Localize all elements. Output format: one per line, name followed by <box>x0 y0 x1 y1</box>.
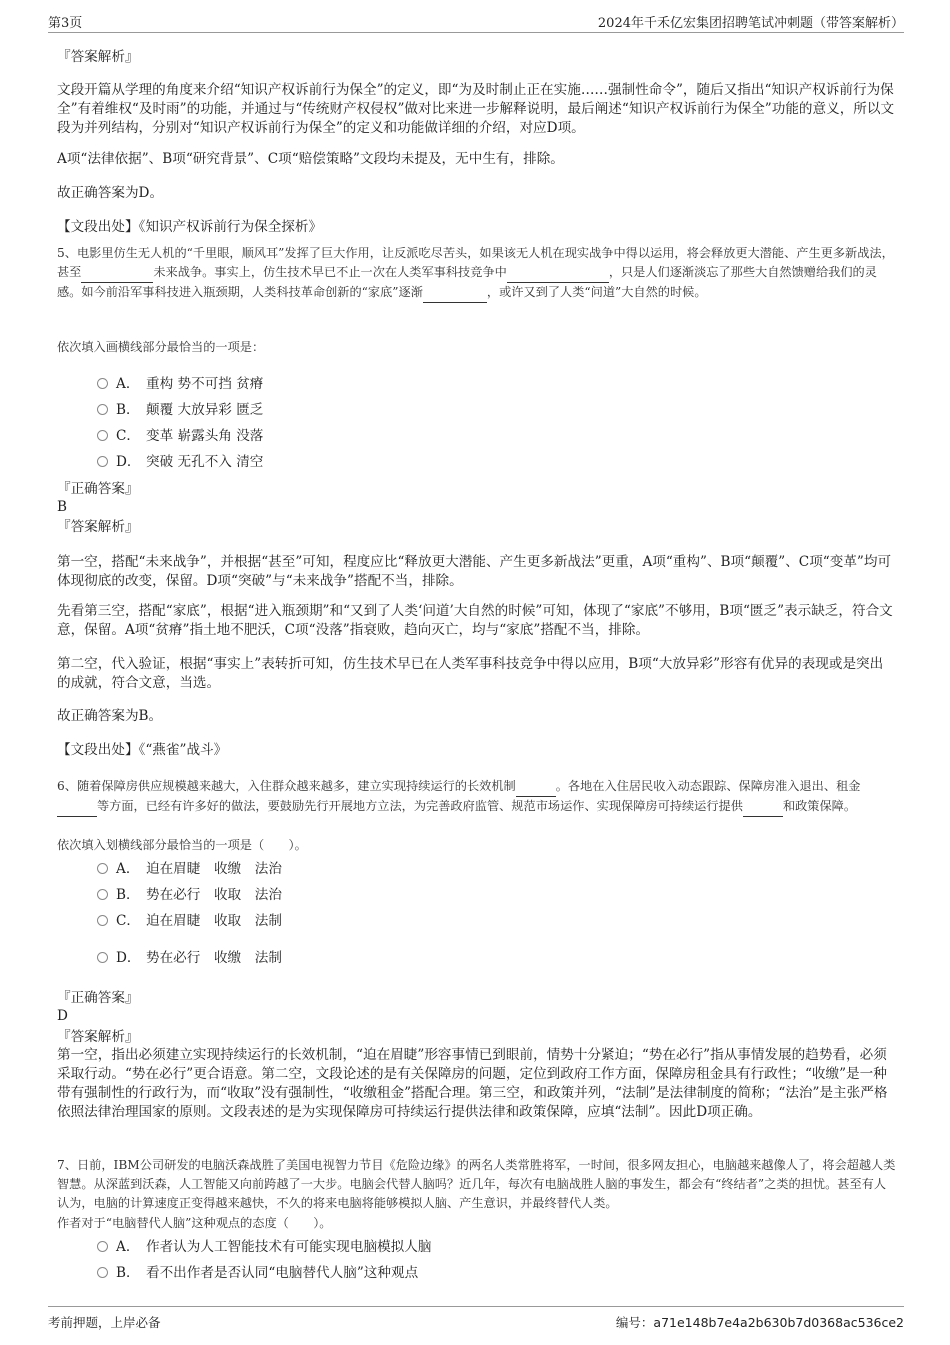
q5-answer-label: 『正确答案』 <box>57 481 139 497</box>
q6-option-c[interactable]: C． 迫在眉睫 收取 法制 <box>97 911 282 931</box>
radio-icon[interactable] <box>97 952 108 963</box>
q4-conclusion: 故正确答案为D。 <box>57 185 164 201</box>
q6-analysis-label: 『答案解析』 <box>57 1029 139 1045</box>
radio-icon[interactable] <box>97 430 108 441</box>
q6-answer: D <box>57 1008 68 1024</box>
footer-slogan: 考前押题，上岸必备 <box>48 1315 161 1330</box>
q6-option-d[interactable]: D． 势在必行 收缴 法制 <box>97 948 282 968</box>
q7-option-b[interactable]: B． 看不出作者是否认同“电脑替代人脑”这种观点 <box>97 1263 418 1283</box>
q7-prompt: 作者对于“电脑替代人脑”这种观点的态度（ ）。 <box>57 1216 332 1230</box>
radio-icon[interactable] <box>97 456 108 467</box>
q6-stem: 6、随着保障房供应规模越来越大，入住群众越来越多，建立实现持续运行的长效机制 。各地在入住居民收入动态跟踪、保障房准入退出、租金 等方面，已经有许多好的做法，要鼓励先行开展地方立法，为完善政府监管、规范市场运作、实现保障房可持续运行提供 和政策保障。 <box>57 777 896 817</box>
radio-icon[interactable] <box>97 1241 108 1252</box>
q5-answer: B <box>57 499 67 515</box>
q5-source: 【文段出处】《“燕雀”战斗》 <box>57 742 228 758</box>
q4-source: 【文段出处】《知识产权诉前行为保全探析》 <box>57 219 323 235</box>
q6-option-b[interactable]: B． 势在必行 收取 法治 <box>97 885 282 905</box>
q5-option-a[interactable]: A． 重构 势不可挡 贫瘠 <box>97 374 263 394</box>
q7-stem: 7、日前，IBM公司研发的电脑沃森战胜了美国电视智力节目《危险边缘》的两名人类常胜将军，一时间，很多网友担心，电脑越来越像人了，将会超越人类智慧。从深蓝到沃森，人工智能又向前跨越了一大步。电脑会代替人脑吗？近几年，每次有电脑战胜人脑的事发生，都会有“终结者”之类的担忧。甚至有人认为，电脑的计算速度正变得越来越快，不久的将来电脑将能够模拟人脑、产生意识，并最终替代人类。 <box>57 1158 896 1210</box>
q5-prompt: 依次填入画横线部分最恰当的一项是： <box>57 340 265 354</box>
page-footer <box>48 1306 904 1331</box>
q6-blank-2 <box>57 797 97 817</box>
radio-icon[interactable] <box>97 915 108 926</box>
q5-stem: 5、电影里仿生无人机的“千里眼，顺风耳”发挥了巨大作用，让反派吃尽苦头，如果该无人机在现实战争中得以运用，将会释放更大潜能、产生更多新战法，甚至 未来战争。事实上，仿生技术早已不止一次在人类军事科技竞争中 ，只是人们逐渐淡忘了那些大自然馈赠给我们的灵感。如今前沿军事科技进入瓶颈期，人类科技革命创新的“家底”逐渐 ，或许又到了人类“问道”大自然的时候。 <box>57 244 896 303</box>
q5-analysis-para-1: 第一空，搭配“未来战争”，并根据“甚至”可知，程度应比“释放更大潜能、产生更多新战法”更重，A项“重构”、B项“颠覆”、C项“变革”均可体现彻底的改变，保留。D项“突破”与“未来战争”搭配不当，排除。 <box>57 554 892 589</box>
radio-icon[interactable] <box>97 404 108 415</box>
q5-conclusion: 故正确答案为B。 <box>57 708 163 724</box>
document-title: 2024年千禾亿宏集团招聘笔试冲刺题（带答案解析） <box>597 16 904 31</box>
q5-option-c[interactable]: C． 变革 崭露头角 没落 <box>97 426 263 446</box>
radio-icon[interactable] <box>97 889 108 900</box>
q5-option-d[interactable]: D． 突破 无孔不入 清空 <box>97 452 263 472</box>
radio-icon[interactable] <box>97 1267 108 1278</box>
q5-blank-2 <box>507 263 609 283</box>
q4-analysis-para-1: 文段开篇从学理的角度来介绍“知识产权诉前行为保全”的定义，即“为及时制止正在实施……强制性命令”，随后又指出“知识产权诉前行为保全”有着维权“及时雨”的功能，并通过与“传统财产权侵权”做对比来进一步解释说明，最后阐述“知识产权诉前行为保全”功能的意义，所以文段为并列结构，分别对“知识产权诉前行为保全”的定义和功能做详细的介绍，对应D项。 <box>57 82 895 136</box>
document-code: 编号：a71e148b7e4a2b630b7d0368ac536ce2 <box>615 1315 904 1330</box>
page-number: 第3页 <box>48 16 83 31</box>
q5-analysis-para-3: 第二空，代入验证，根据“事实上”表转折可知，仿生技术早已在人类军事科技竞争中得以应用，B项“大放异彩”形容有优异的表现或是突出的成就，符合文意，当选。 <box>57 656 884 691</box>
q4-analysis-label: 『答案解析』 <box>57 49 139 65</box>
q5-analysis-label: 『答案解析』 <box>57 519 139 535</box>
q6-option-a[interactable]: A． 迫在眉睫 收缴 法治 <box>97 859 282 879</box>
q5-blank-1 <box>81 263 153 283</box>
page-header <box>48 8 904 33</box>
q5-analysis-para-2: 先看第三空，搭配“家底”，根据“进入瓶颈期”和“又到了人类‘问道’大自然的时候”可知，体现了“家底”不够用，B项“匮乏”表示缺乏，符合文意，保留。A项“贫瘠”指土地不肥沃，C项“没落”指衰败，趋向灭亡，均与“家底”搭配不当，排除。 <box>57 603 893 638</box>
q5-blank-3 <box>423 283 487 303</box>
q6-blank-1 <box>516 777 556 797</box>
radio-icon[interactable] <box>97 378 108 389</box>
q6-blank-3 <box>743 797 783 817</box>
q6-analysis-para-1: 第一空，指出必须建立实现持续运行的长效机制，“迫在眉睫”形容事情已到眼前，情势十分紧迫；“势在必行”指从事情发展的趋势看，必须采取行动。“势在必行”更合语意。第二空，文段论述的是有关保障房的问题，定位到政府工作方面，保障房租金具有行政性；“收缴”是一种带有强制性的行政行为，而“收取”没有强制性，“收缴租金”搭配合理。第三空，和政策并列，“法制”是法律制度的简称；“法治”是主张严格依照法律治理国家的原则。文段表述的是为实现保障房可持续运行提供法律和政策保障，应填“法制”。因此D项正确。 <box>57 1047 888 1120</box>
radio-icon[interactable] <box>97 863 108 874</box>
q6-prompt: 依次填入划横线部分最恰当的一项是（ ）。 <box>57 838 307 852</box>
q6-answer-label: 『正确答案』 <box>57 990 139 1006</box>
q5-option-b[interactable]: B． 颠覆 大放异彩 匮乏 <box>97 400 263 420</box>
q7-option-a[interactable]: A． 作者认为人工智能技术有可能实现电脑模拟人脑 <box>97 1237 431 1257</box>
q4-analysis-para-2: A项“法律依据”、B项“研究背景”、C项“赔偿策略”文段均未提及，无中生有，排除。 <box>57 151 564 167</box>
